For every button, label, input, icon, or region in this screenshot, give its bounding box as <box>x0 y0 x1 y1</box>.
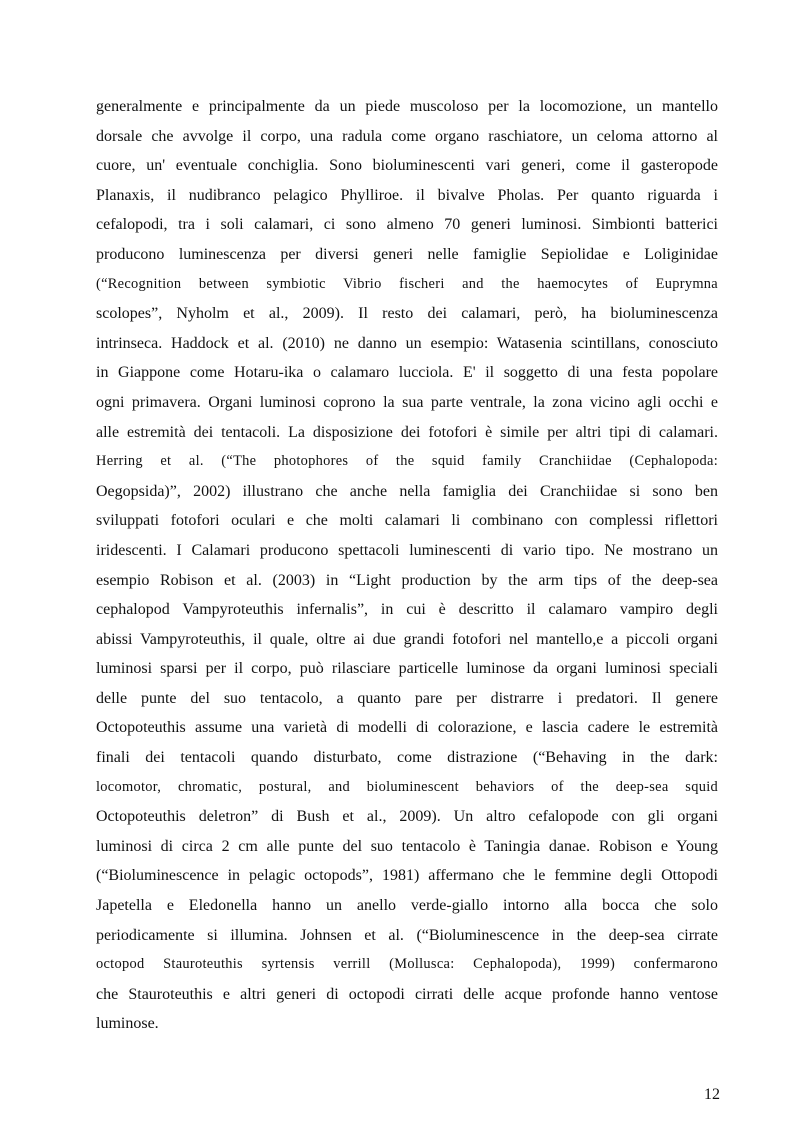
body-paragraph <box>96 92 718 1039</box>
text-line: intrinseca. Haddock et al. (2010) ne danno un esempio: Watasenia scintillans, conosciuto <box>96 334 718 352</box>
text-line: luminosi sparsi per il corpo, può rilasciare particelle luminose da organi luminosi speciali <box>96 660 718 678</box>
text-line: cuore, un' eventuale conchiglia. Sono bioluminescenti vari generi, come il gasteropode <box>96 157 718 175</box>
text-line: Octopoteuthis deletron” di Bush et al., 2009). Un altro cefalopode con gli organi <box>96 808 718 826</box>
text-line: esempio Robison et al. (2003) in “Light production by the arm tips of the deep-sea <box>96 571 718 589</box>
text-line: periodicamente si illumina. Johnsen et al. (“Bioluminescence in the deep-sea cirrate <box>96 926 718 944</box>
text-line: finali dei tentacoli quando disturbato, come distrazione (“Behaving in the dark: <box>96 749 718 767</box>
text-line: ogni primavera. Organi luminosi coprono la sua parte ventrale, la zona vicino agli occhi e <box>96 393 718 411</box>
text-line: Planaxis, il nudibranco pelagico Phylliroe. il bivalve Pholas. Per quanto riguarda i <box>96 186 718 204</box>
text-line: octopod Stauroteuthis syrtensis verrill (Mollusca: Cephalopoda), 1999) confermarono <box>96 956 718 973</box>
text-line: cefalopodi, tra i soli calamari, ci sono almeno 70 generi luminosi. Simbionti batterici <box>96 216 718 234</box>
text-line: Japetella e Eledonella hanno un anello verde-giallo intorno alla bocca che solo <box>96 897 718 915</box>
text-line: luminosi di circa 2 cm alle punte del suo tentacolo è Taningia danae. Robison e Young <box>96 837 718 855</box>
text-line: in Giappone come Hotaru-ika o calamaro lucciola. E' il soggetto di una festa popolare <box>96 364 718 382</box>
text-line: dorsale che avvolge il corpo, una radula come organo raschiatore, un celoma attorno al <box>96 127 718 145</box>
text-line: sviluppati fotofori oculari e che molti calamari li combinano con complessi riflettori <box>96 512 718 530</box>
text-line: (“Recognition between symbiotic Vibrio fischeri and the haemocytes of Euprymna <box>96 275 718 292</box>
text-line: producono luminescenza per diversi generi nelle famiglie Sepiolidae e Loliginidae <box>96 245 718 263</box>
text-line: Herring et al. (“The photophores of the squid family Cranchiidae (Cephalopoda: <box>96 453 718 470</box>
text-line: locomotor, chromatic, postural, and bioluminescent behaviors of the deep-sea squid <box>96 778 718 795</box>
text-line: iridescenti. I Calamari producono spettacoli luminescenti di vario tipo. Ne mostrano un <box>96 541 718 559</box>
text-line: generalmente e principalmente da un piede muscoloso per la locomozione, un mantello <box>96 98 718 115</box>
text-line: alle estremità dei tentacoli. La disposizione dei fotofori è simile per altri tipi di calamari. <box>96 423 718 441</box>
text-line: Octopoteuthis assume una varietà di modelli di colorazione, e lascia cadere le estremità <box>96 719 718 737</box>
text-line: che Stauroteuthis e altri generi di octopodi cirrati delle acque profonde hanno ventose <box>96 985 718 1003</box>
text-line: (“Bioluminescence in pelagic octopods”, 1981) affermano che le femmine degli Ottopodi <box>96 867 718 885</box>
text-line: Oegopsida)”, 2002) illustrano che anche nella famiglia dei Cranchiidae si sono ben <box>96 482 718 500</box>
page-number: 12 <box>704 1086 720 1103</box>
text-line: abissi Vampyroteuthis, il quale, oltre ai due grandi fotofori nel mantello,e a piccoli organi <box>96 630 718 648</box>
text-line: cephalopod Vampyroteuthis infernalis”, in cui è descritto il calamaro vampiro degli <box>96 601 718 619</box>
text-line: delle punte del suo tentacolo, a quanto pare per distrarre i predatori. Il genere <box>96 689 718 707</box>
text-line: luminose. <box>96 1015 159 1033</box>
text-line: scolopes”, Nyholm et al., 2009). Il resto dei calamari, però, ha bioluminescenza <box>96 305 718 323</box>
